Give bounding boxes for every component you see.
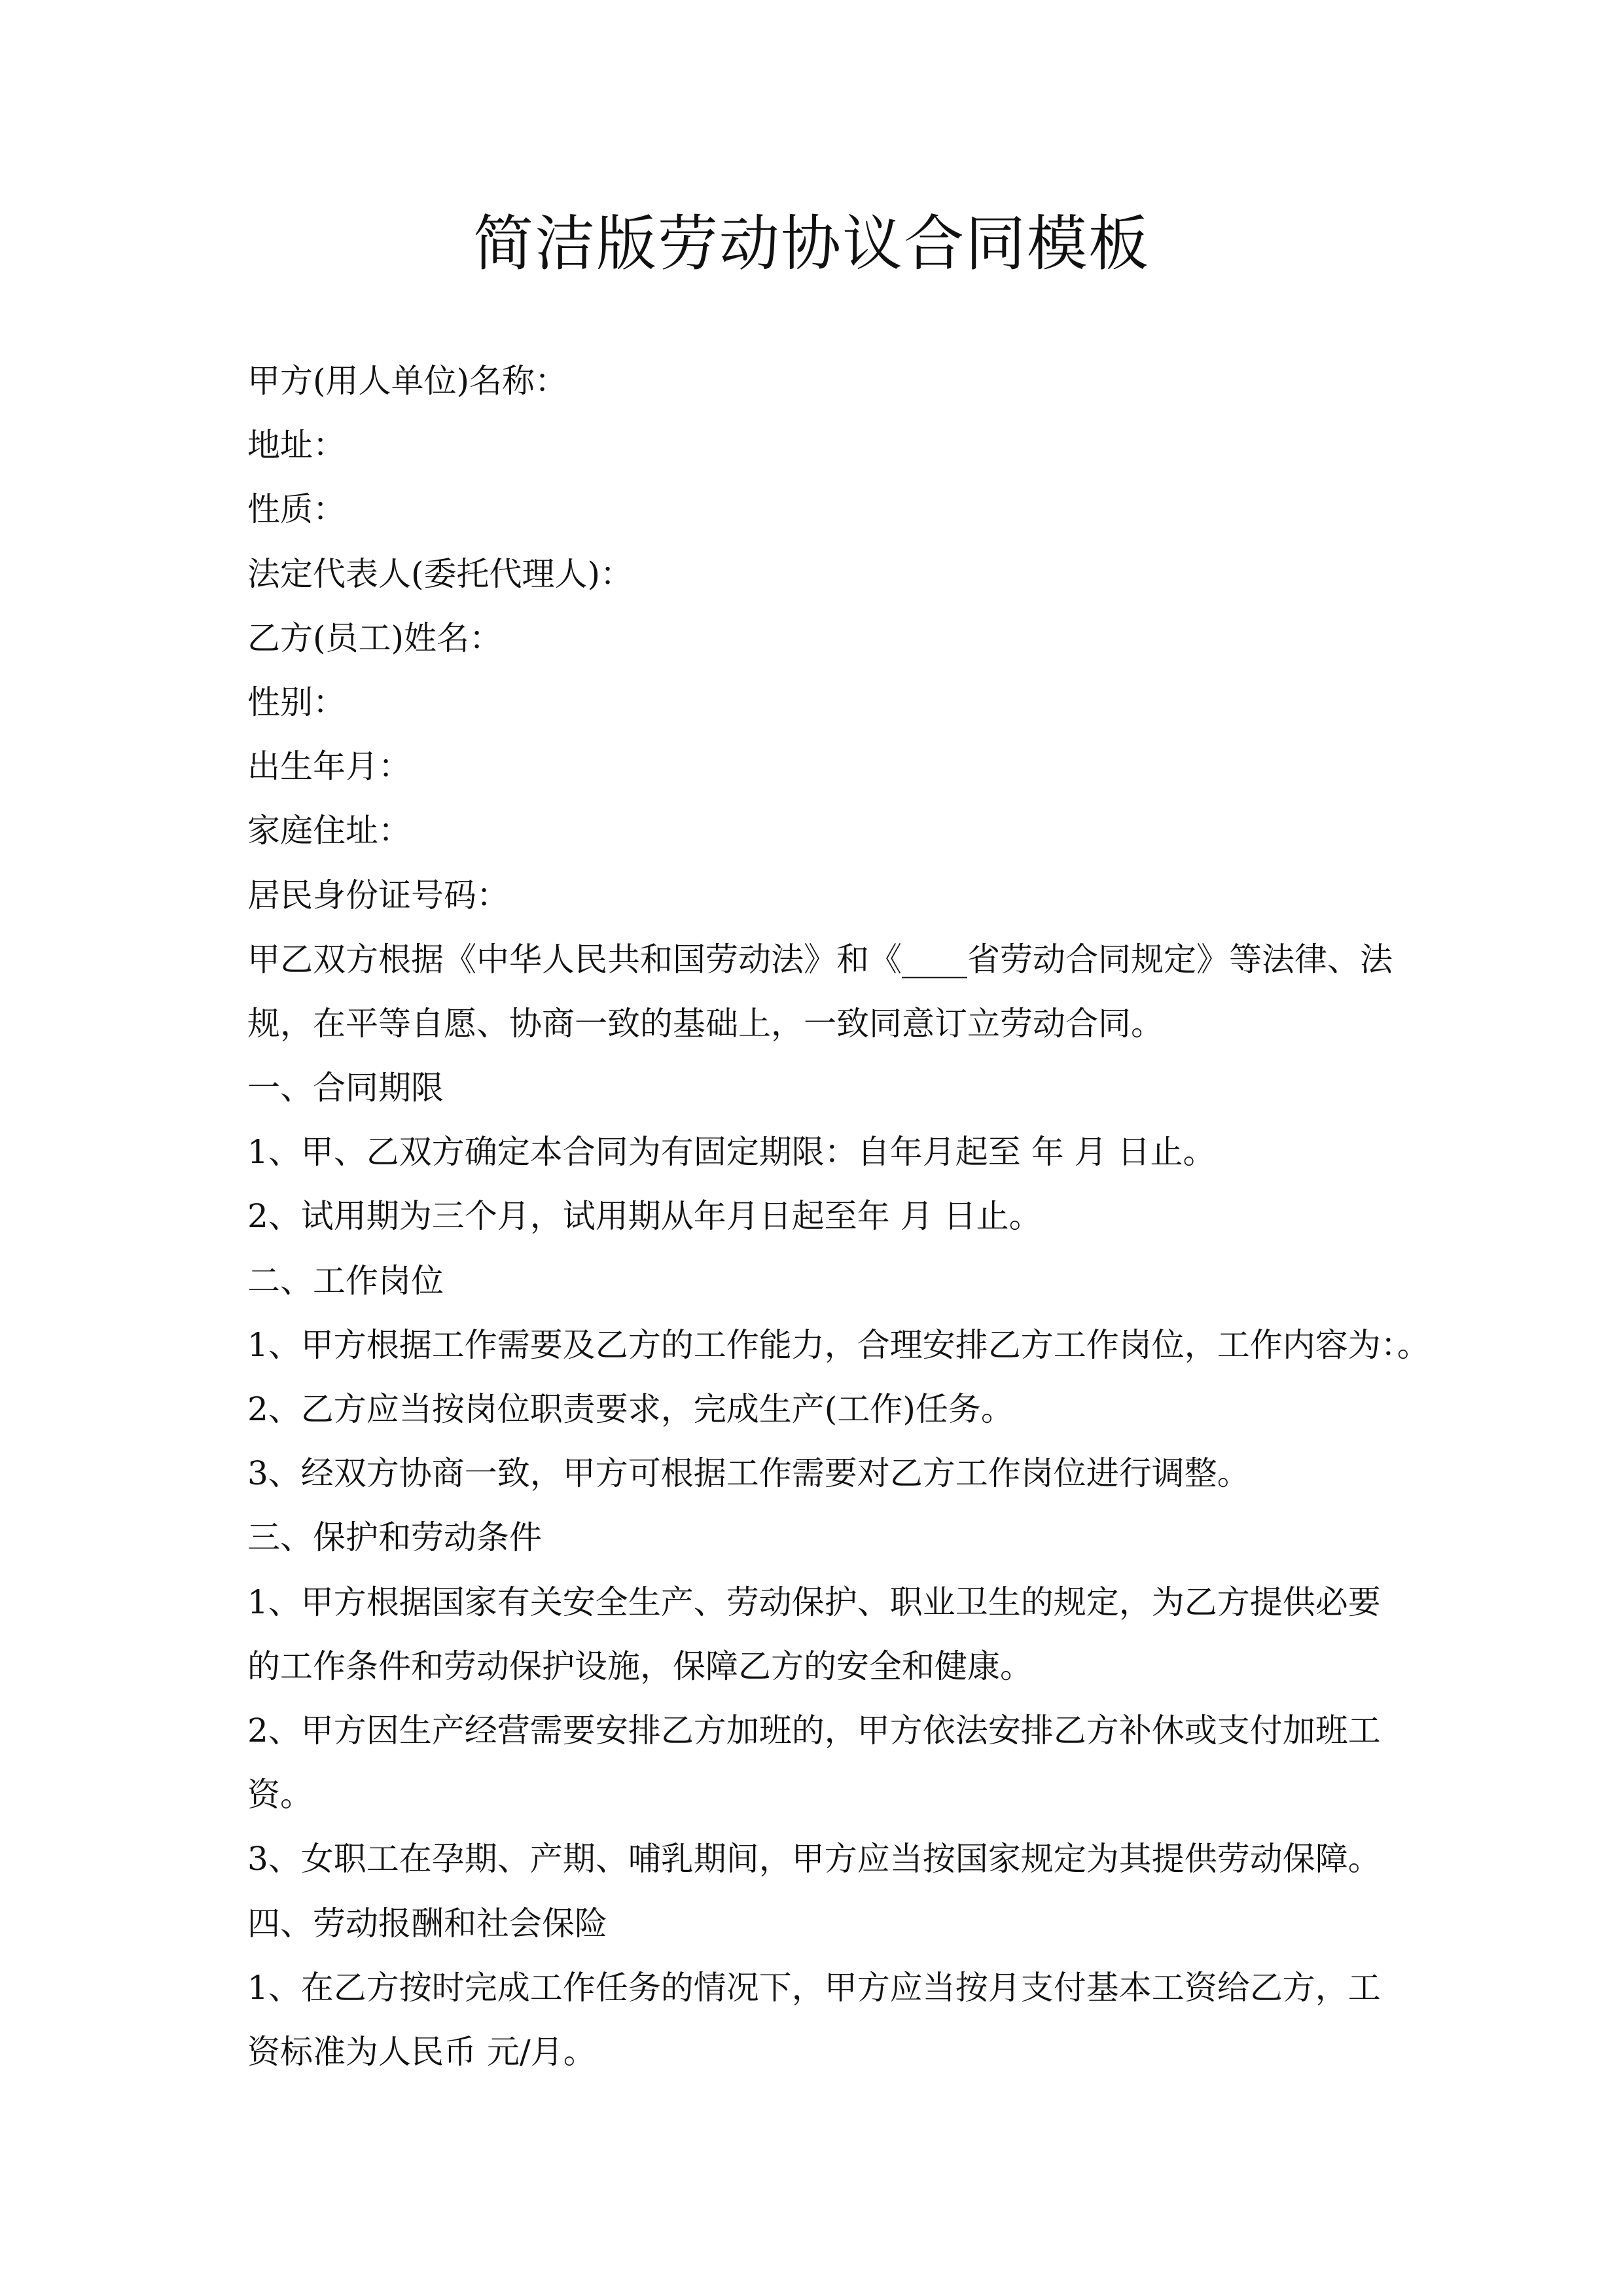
document-line: 1、甲、乙双方确定本合同为有固定期限：自年月起至 年 月 日止。 bbox=[247, 1133, 1216, 1172]
document-line: 2、乙方应当按岗位职责要求，完成生产(工作)任务。 bbox=[247, 1390, 1014, 1428]
document-line: 法定代表人(委托代理人)： bbox=[247, 554, 633, 593]
document-line: 出生年月： bbox=[247, 747, 411, 786]
document-line: 资。 bbox=[247, 1776, 313, 1814]
document-line: 乙方(员工)姓名： bbox=[247, 619, 503, 657]
document-line: 2、甲方因生产经营需要安排乙方加班的，甲方依法安排乙方补休或支付加班工 bbox=[247, 1711, 1381, 1749]
document-line: 四、劳动报酬和社会保险 bbox=[247, 1904, 607, 1943]
document-line: 家庭住址： bbox=[247, 812, 411, 850]
document-title: 简洁版劳动协议合同模板 bbox=[473, 209, 1150, 279]
document-line: 的工作条件和劳动保护设施，保障乙方的安全和健康。 bbox=[247, 1647, 1033, 1685]
document-line: 1、甲方根据国家有关安全生产、劳动保护、职业卫生的规定，为乙方提供必要 bbox=[247, 1583, 1381, 1621]
document-line: 性别： bbox=[247, 683, 346, 721]
document-line: 1、在乙方按时完成工作任务的情况下，甲方应当按月支付基本工资给乙方，工 bbox=[247, 1968, 1381, 2007]
document-line: 规，在平等自愿、协商一致的基础上，一致同意订立劳动合同。 bbox=[247, 1004, 1164, 1043]
document-line: 资标准为人民币 元/月。 bbox=[247, 2032, 596, 2071]
document-line: 地址： bbox=[247, 426, 346, 465]
document-line: 二、工作岗位 bbox=[247, 1261, 444, 1300]
document-line: 三、保护和劳动条件 bbox=[247, 1518, 542, 1557]
document-line: 2、试用期为三个月，试用期从年月日起至年 月 日止。 bbox=[247, 1197, 1042, 1236]
document-line: 3、经双方协商一致，甲方可根据工作需要对乙方工作岗位进行调整。 bbox=[247, 1454, 1250, 1493]
document-line: 甲乙双方根据《中华人民共和国劳动法》和《____省劳动合同规定》等法律、法 bbox=[247, 940, 1393, 978]
document-line: 甲方(用人单位)名称： bbox=[247, 362, 568, 400]
document-line: 一、合同期限 bbox=[247, 1069, 444, 1107]
document-line: 3、女职工在孕期、产期、哺乳期间，甲方应当按国家规定为其提供劳动保障。 bbox=[247, 1840, 1381, 1878]
document-line: 性质： bbox=[247, 490, 346, 529]
document-line: 居民身份证号码： bbox=[247, 876, 509, 914]
document-line: 1、甲方根据工作需要及乙方的工作能力，合理安排乙方工作岗位，工作内容为：。 bbox=[247, 1325, 1430, 1364]
document-body bbox=[247, 349, 1430, 2084]
